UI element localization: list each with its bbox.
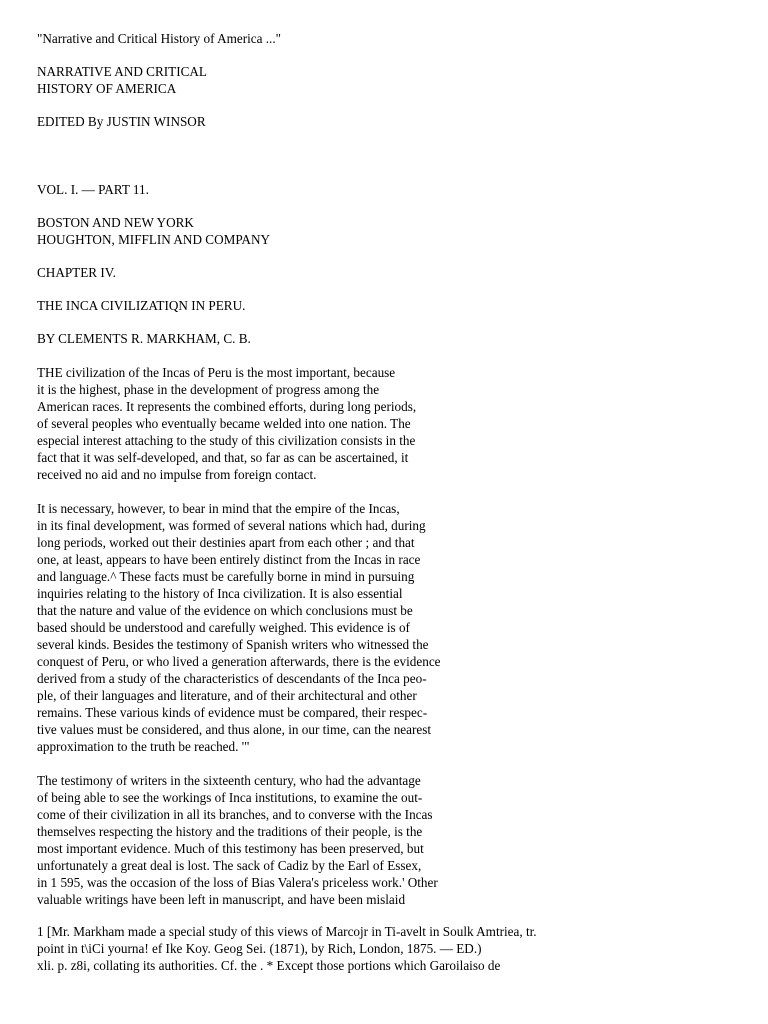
paragraph-2	[37, 500, 747, 755]
publisher-city-line: BOSTON AND NEW YORK	[37, 215, 194, 230]
paragraph-line: based should be understood and carefully weighed. This evidence is of	[37, 620, 410, 635]
paragraph-line: one, at least, appears to have been entirely distinct from the Incas in race	[37, 552, 421, 567]
paragraph-line: and language.^ These facts must be carefully borne in mind in pursuing	[37, 569, 415, 584]
paragraph-line: that the nature and value of the evidence on which conclusions must be	[37, 603, 413, 618]
paragraph-line: THE civilization of the Incas of Peru is the most important, because	[37, 365, 396, 380]
publisher-name-line: HOUGHTON, MIFFLIN AND COMPANY	[37, 232, 271, 247]
paragraph-line: most important evidence. Much of this testimony has been preserved, but	[37, 841, 424, 856]
paragraph-line: ple, of their languages and literature, and of their architectural and other	[37, 688, 417, 703]
paragraph-line: tive values must be considered, and thus alone, in our time, can the nearest	[37, 722, 432, 737]
paragraph-line: themselves respecting the history and the traditions of their people, is the	[37, 824, 423, 839]
chapter-number: CHAPTER IV.	[37, 265, 116, 280]
volume-line: VOL. I. — PART 11.	[37, 182, 149, 197]
paragraph-line: approximation to the truth be reached. '"	[37, 739, 250, 754]
paragraph-line: inquiries relating to the history of Inca civilization. It is also essential	[37, 586, 403, 601]
paragraph-line: long periods, worked out their destinies apart from each other ; and that	[37, 535, 415, 550]
paragraph-line: of several peoples who eventually became welded into one nation. The	[37, 416, 411, 431]
footnote-line: point in t\iCi yourna! ef Ike Koy. Geog Sei. (1871), by Rich, London, 1875. — ED.)	[37, 941, 482, 956]
paragraph-line: unfortunately a great deal is lost. The sack of Cadiz by the Earl of Essex,	[37, 858, 422, 873]
quoted-title: "Narrative and Critical History of America ..."	[37, 31, 282, 46]
footnote-line: 1 [Mr. Markham made a special study of this views of Marcojr in Ti-avelt in Soulk Amtriea, tr.	[37, 924, 537, 939]
paragraph-line: of being able to see the workings of Inca institutions, to examine the out-	[37, 790, 423, 805]
paragraph-line: received no aid and no impulse from foreign contact.	[37, 467, 317, 482]
paragraph-line: in 1 595, was the occasion of the loss of Bias Valera's priceless work.' Other	[37, 875, 438, 890]
paragraph-line: in its final development, was formed of several nations which had, during	[37, 518, 426, 533]
document-page	[37, 30, 747, 974]
paragraph-line: The testimony of writers in the sixteenth century, who had the advantage	[37, 773, 421, 788]
chapter-title: THE INCA CIVILIZATIQN IN PERU.	[37, 298, 246, 313]
paragraph-line: it is the highest, phase in the development of progress among the	[37, 382, 380, 397]
paragraph-3	[37, 772, 747, 908]
paragraph-line: derived from a study of the characteristics of descendants of the Inca peo-	[37, 671, 427, 686]
paragraph-line: remains. These various kinds of evidence must be compared, their respec-	[37, 705, 428, 720]
author-line: BY CLEMENTS R. MARKHAM, C. B.	[37, 331, 251, 346]
editor-line: EDITED By JUSTIN WINSOR	[37, 114, 206, 129]
footnote-line: xli. p. z8i, collating its authorities. Cf. the . * Except those portions which Garoilaiso de	[37, 958, 501, 973]
paragraph-line: valuable writings have been left in manuscript, and have been mislaid	[37, 892, 406, 907]
paragraph-line: come of their civilization in all its branches, and to converse with the Incas	[37, 807, 433, 822]
paragraph-line: It is necessary, however, to bear in mind that the empire of the Incas,	[37, 501, 400, 516]
paragraph-line: fact that it was self-developed, and that, so far as can be ascertained, it	[37, 450, 409, 465]
paragraph-1	[37, 364, 747, 483]
paragraph-line: especial interest attaching to the study of this civilization consists in the	[37, 433, 416, 448]
footnotes	[37, 923, 747, 974]
paragraph-line: several kinds. Besides the testimony of Spanish writers who witnessed the	[37, 637, 429, 652]
book-title-line-2: HISTORY OF AMERICA	[37, 81, 177, 96]
book-title-line-1: NARRATIVE AND CRITICAL	[37, 64, 207, 79]
paragraph-line: American races. It represents the combined efforts, during long periods,	[37, 399, 417, 414]
paragraph-line: conquest of Peru, or who lived a generation afterwards, there is the evidence	[37, 654, 441, 669]
